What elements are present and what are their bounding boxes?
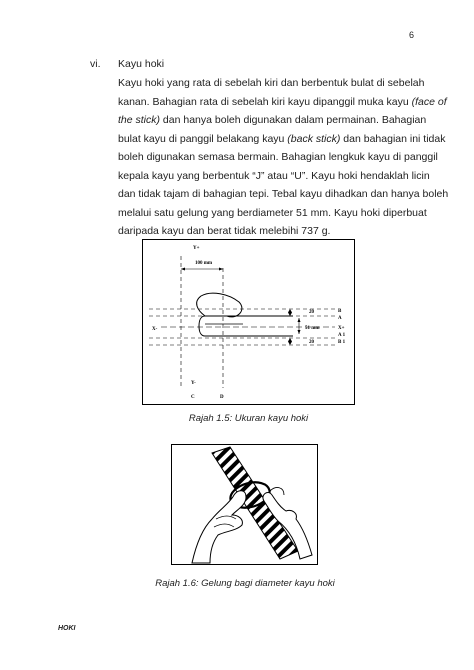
italic-term: (back stick) — [287, 132, 341, 145]
label-y-plus: Y+ — [193, 246, 200, 251]
hand-ring-svg — [172, 445, 319, 566]
list-marker: vi. — [90, 58, 101, 70]
page-number: 6 — [408, 30, 414, 40]
label-b: B — [338, 309, 342, 314]
text-run: kepala kayu yang berbentuk “J” atau “U”. Kayu hoki hendaklah licin — [118, 169, 430, 182]
label-y-minus: Y- — [191, 381, 196, 386]
paragraph-line — [118, 93, 447, 112]
paragraph-line — [118, 167, 430, 186]
label-a1: A 1 — [338, 333, 346, 338]
paragraph-line — [118, 185, 449, 204]
italic-term: (face of — [411, 95, 447, 108]
paragraph-line — [118, 148, 438, 167]
paragraph-line — [118, 204, 427, 223]
label-x-plus: X+ — [338, 326, 345, 331]
text-run: daripada kayu dan berat tidak melebihi 737 g. — [118, 225, 331, 237]
paragraph-line — [118, 130, 446, 149]
text-run: dan hanya boleh digunakan dalam permainan. Bahagian — [160, 114, 427, 126]
text-run: boleh digunakan semasa bermain. Bahagian lengkuk kayu di panggil — [118, 151, 438, 163]
text-run: melalui satu gelung yang berdiameter 51 mm. Kayu hoki diperbuat — [118, 206, 427, 219]
label-offset-bottom: 20 — [309, 340, 314, 345]
label-diameter: 51 mm — [305, 326, 320, 331]
text-run: Kayu hoki yang rata di sebelah kiri dan berbentuk bulat di sebelah — [118, 77, 425, 89]
label-x-minus: X- — [152, 327, 158, 332]
text-run: bulat kayu di panggil belakang kayu — [118, 132, 288, 145]
figure1-caption: Rajah 1.5: Ukuran kayu hoki — [188, 413, 309, 424]
ring-gauge-illustration — [171, 444, 318, 565]
text-run: dan tidak tajam di bahagian tepi. Tebal kayu dihadkan dan hanya boleh — [118, 188, 449, 200]
body-paragraph — [118, 74, 449, 241]
section-heading: Kayu hoki — [118, 58, 165, 70]
footer-label: HOKI — [58, 625, 76, 632]
paragraph-line — [118, 222, 416, 241]
label-c: C — [191, 395, 195, 400]
stick-dimension-diagram — [142, 239, 355, 405]
stick-dimension-svg — [143, 240, 356, 406]
paragraph-line — [118, 74, 425, 93]
figure2-caption: Rajah 1.6: Gelung bagi diameter kayu hoki — [155, 578, 335, 589]
label-dimension: 100 mm — [195, 261, 213, 266]
italic-term: the stick) — [118, 114, 161, 126]
label-offset-top: 20 — [309, 310, 314, 315]
label-d: D — [220, 395, 224, 400]
label-b1: B 1 — [338, 340, 346, 345]
text-run: dan bahagian ini tidak — [340, 132, 446, 145]
paragraph-line — [118, 111, 427, 130]
text-run: kanan. Bahagian rata di sebelah kiri kayu dipanggil muka kayu — [118, 95, 412, 108]
label-a: A — [338, 316, 342, 321]
